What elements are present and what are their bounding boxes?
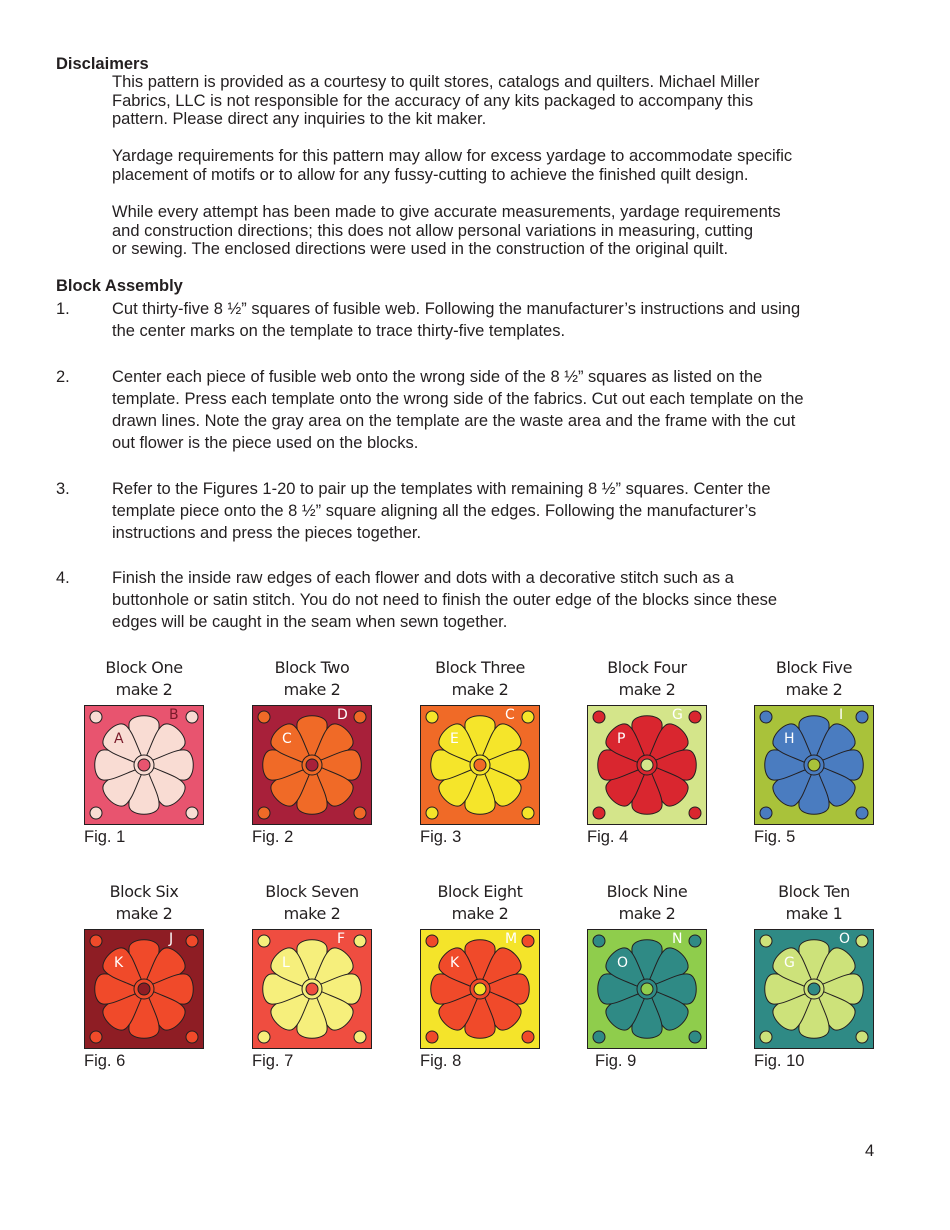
text-line: or sewing. The enclosed directions were used in the construction of the original quilt. xyxy=(112,240,729,258)
block-quantity: make 2 xyxy=(115,680,173,699)
background-fabric-letter: I xyxy=(839,707,844,723)
block-two xyxy=(250,657,374,747)
corner-dot xyxy=(689,1031,701,1043)
flower-block-figure xyxy=(587,705,707,825)
corner-dot xyxy=(760,935,772,947)
step-number: 4. xyxy=(56,569,70,587)
corner-dot xyxy=(689,807,701,819)
corner-dot xyxy=(186,1031,198,1043)
step-number: 2. xyxy=(56,368,70,386)
corner-dot xyxy=(258,935,270,947)
block-title: Block Eight xyxy=(437,882,523,901)
block-title: Block Seven xyxy=(265,882,359,901)
figure-caption: Fig. 4 xyxy=(587,828,629,846)
corner-dot xyxy=(856,711,868,723)
center-dot xyxy=(808,759,820,771)
figure-caption: Fig. 7 xyxy=(252,1052,294,1070)
figure-caption: Fig. 3 xyxy=(420,828,462,846)
corner-dot xyxy=(593,711,605,723)
corner-dot xyxy=(90,807,102,819)
block-six xyxy=(82,881,206,971)
block-eight xyxy=(418,881,542,971)
flower-fabric-letter: O xyxy=(617,955,629,971)
figure-caption: Fig. 8 xyxy=(420,1052,462,1070)
corner-dot xyxy=(426,711,438,723)
center-dot xyxy=(641,983,653,995)
background-fabric-letter: G xyxy=(672,707,683,723)
flower-fabric-letter: K xyxy=(114,955,124,971)
block-quantity: make 2 xyxy=(618,904,676,923)
step-text: Finish the inside raw edges of each flower and dots with a decorative stitch such as a buttonhole or satin stitch. You do not need to finish the outer edge of the blocks since these edges will be caught in the seam when sewn together. xyxy=(112,569,778,631)
corner-dot xyxy=(689,935,701,947)
flower-fabric-letter: E xyxy=(450,731,459,747)
assembly-step-2 xyxy=(56,366,906,454)
corner-dot xyxy=(354,807,366,819)
figure-caption: Fig. 9 xyxy=(595,1052,637,1070)
text-line: placement of motifs or to allow for any fussy-cutting to achieve the finished quilt design. xyxy=(112,165,749,184)
background-fabric-letter: J xyxy=(169,931,174,947)
center-dot xyxy=(808,983,820,995)
block-quantity: make 2 xyxy=(283,904,341,923)
corner-dot xyxy=(258,807,270,819)
assembly-step-4 xyxy=(56,567,906,633)
block-title: Block Four xyxy=(607,658,687,677)
flower-fabric-letter: P xyxy=(617,731,626,747)
flower-block-figure xyxy=(84,705,204,825)
corner-dot xyxy=(186,711,198,723)
corner-dot xyxy=(593,935,605,947)
block-four xyxy=(585,657,709,747)
flower-block-figure xyxy=(754,705,874,825)
corner-dot xyxy=(522,1031,534,1043)
block-ten xyxy=(752,881,876,971)
figure-caption: Fig. 5 xyxy=(754,828,796,846)
flower-block-figure xyxy=(420,705,540,825)
corner-dot xyxy=(354,1031,366,1043)
corner-dot xyxy=(186,935,198,947)
flower-block-figure xyxy=(252,705,372,825)
corner-dot xyxy=(856,1031,868,1043)
background-fabric-letter: C xyxy=(505,707,515,723)
corner-dot xyxy=(760,1031,772,1043)
text-line: Yardage requirements for this pattern may allow for excess yardage to accommodate specific xyxy=(112,147,793,165)
corner-dot xyxy=(186,807,198,819)
flower-block-figure xyxy=(420,929,540,1049)
step-number: 3. xyxy=(56,480,70,498)
background-fabric-letter: N xyxy=(672,931,683,947)
flower-block-figure xyxy=(84,929,204,1049)
corner-dot xyxy=(426,1031,438,1043)
corner-dot xyxy=(426,935,438,947)
text-line: and construction directions; this does not allow personal variations in measuring, cutting xyxy=(112,221,754,240)
flower-fabric-letter: C xyxy=(282,731,292,747)
block-title: Block Six xyxy=(109,882,179,901)
step-text: Center each piece of fusible web onto the wrong side of the 8 ½” squares as listed on the template. Press each template onto the wrong side of the fabrics. Cut out each template on the drawn lines. Note the gray area on the template are the waste area and the frame with the cut out flower is the piece used on the blocks. xyxy=(112,368,804,452)
flower-fabric-letter: H xyxy=(784,731,795,747)
corner-dot xyxy=(522,711,534,723)
block-quantity: make 2 xyxy=(115,904,173,923)
flower-block-figure xyxy=(252,929,372,1049)
corner-dot xyxy=(426,807,438,819)
block-assembly-heading: Block Assembly xyxy=(56,277,183,295)
block-five xyxy=(752,657,876,747)
center-dot xyxy=(474,759,486,771)
block-title: Block Three xyxy=(435,658,525,677)
step-number: 1. xyxy=(56,300,70,318)
background-fabric-letter: B xyxy=(169,707,179,723)
block-title: Block Nine xyxy=(606,882,688,901)
corner-dot xyxy=(258,1031,270,1043)
figure-caption: Fig. 6 xyxy=(84,1052,126,1070)
block-quantity: make 1 xyxy=(785,904,843,923)
assembly-step-1 xyxy=(56,298,906,342)
block-quantity: make 2 xyxy=(451,680,509,699)
background-fabric-letter: F xyxy=(337,931,346,947)
corner-dot xyxy=(856,807,868,819)
disclaimer-paragraph-1 xyxy=(112,73,902,129)
background-fabric-letter: D xyxy=(337,707,348,723)
text-line: pattern. Please direct any inquiries to the kit maker. xyxy=(112,110,487,128)
corner-dot xyxy=(90,1031,102,1043)
flower-fabric-letter: G xyxy=(784,955,795,971)
block-title: Block Five xyxy=(775,658,853,677)
background-fabric-letter: M xyxy=(505,931,518,947)
text-line: This pattern is provided as a courtesy to quilt stores, catalogs and quilters. Michael Miller xyxy=(112,73,760,91)
step-text: Refer to the Figures 1-20 to pair up the templates with remaining 8 ½” squares. Center the template piece onto the 8 ½” square aligning all the edges. Following the manufacturer’s instructions and press the pieces together. xyxy=(112,480,771,542)
block-quantity: make 2 xyxy=(451,904,509,923)
flower-block-figure xyxy=(754,929,874,1049)
step-text: Cut thirty-five 8 ½” squares of fusible web. Following the manufacturer’s instructions and using the center marks on the template to trace thirty-five templates. xyxy=(112,300,801,340)
corner-dot xyxy=(354,711,366,723)
text-line: Fabrics, LLC is not responsible for the accuracy of any kits packaged to accompany this xyxy=(112,91,754,110)
corner-dot xyxy=(593,1031,605,1043)
center-dot xyxy=(138,983,150,995)
corner-dot xyxy=(856,935,868,947)
background-fabric-letter: O xyxy=(839,931,851,947)
disclaimers-heading: Disclaimers xyxy=(56,55,149,73)
figure-caption: Fig. 1 xyxy=(84,828,126,846)
center-dot xyxy=(306,759,318,771)
block-seven xyxy=(250,881,374,971)
corner-dot xyxy=(90,935,102,947)
assembly-step-3 xyxy=(56,478,906,544)
corner-dot xyxy=(258,711,270,723)
disclaimer-paragraph-2 xyxy=(112,147,902,184)
text-line: While every attempt has been made to give accurate measurements, yardage requirements xyxy=(112,203,781,221)
block-three xyxy=(418,657,542,747)
corner-dot xyxy=(354,935,366,947)
page-number: 4 xyxy=(865,1142,875,1160)
figure-caption: Fig. 10 xyxy=(754,1052,805,1070)
block-nine xyxy=(585,881,709,971)
center-dot xyxy=(474,983,486,995)
corner-dot xyxy=(760,807,772,819)
block-quantity: make 2 xyxy=(283,680,341,699)
center-dot xyxy=(641,759,653,771)
block-title: Block Ten xyxy=(778,882,850,901)
block-quantity: make 2 xyxy=(618,680,676,699)
corner-dot xyxy=(90,711,102,723)
corner-dot xyxy=(593,807,605,819)
center-dot xyxy=(306,983,318,995)
disclaimer-paragraph-3 xyxy=(112,203,902,259)
corner-dot xyxy=(522,935,534,947)
flower-fabric-letter: L xyxy=(282,955,290,971)
block-title: Block One xyxy=(105,658,183,677)
corner-dot xyxy=(522,807,534,819)
corner-dot xyxy=(689,711,701,723)
flower-block-figure xyxy=(587,929,707,1049)
block-quantity: make 2 xyxy=(785,680,843,699)
block-one xyxy=(82,657,206,747)
corner-dot xyxy=(760,711,772,723)
figure-caption: Fig. 2 xyxy=(252,828,294,846)
block-title: Block Two xyxy=(274,658,350,677)
flower-fabric-letter: K xyxy=(450,955,460,971)
flower-fabric-letter: A xyxy=(114,731,124,747)
center-dot xyxy=(138,759,150,771)
